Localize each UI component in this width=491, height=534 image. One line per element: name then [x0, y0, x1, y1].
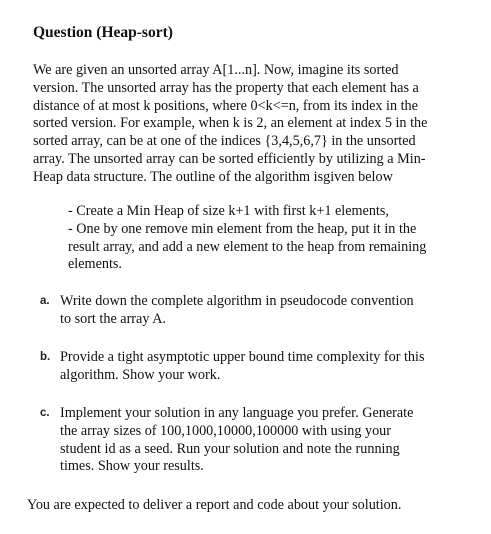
task-line: Write down the complete algorithm in pseudocode convention: [60, 293, 414, 309]
intro-line: sorted array, can be at one of the indices {3,4,5,6,7} in the unsorted: [33, 133, 416, 150]
footer-note: You are expected to deliver a report and code about your solution.: [27, 497, 402, 513]
task-marker: a.: [40, 295, 50, 307]
task-line: student id as a seed. Run your solution and note the running: [60, 440, 400, 457]
task-marker: c.: [40, 407, 50, 419]
intro-line: We are given an unsorted array A[1...n]. Now, imagine its sorted: [33, 62, 399, 78]
task-text: [60, 405, 480, 476]
outline-line: - Create a Min Heap of size k+1 with first k+1 elements,: [68, 203, 389, 219]
task-line: Provide a tight asymptotic upper bound time complexity for this: [60, 349, 425, 365]
outline-line: elements.: [68, 256, 122, 273]
outline-line: - One by one remove min element from the heap, put it in the: [68, 220, 417, 237]
task-text: [60, 293, 480, 329]
outline-line: result array, and add a new element to the heap from remaining: [68, 238, 427, 255]
intro-line: array. The unsorted array can be sorted efficiently by utilizing a Min-: [33, 150, 426, 167]
task-text: [60, 349, 480, 385]
task-line: times. Show your results.: [60, 458, 204, 475]
intro-paragraph: [33, 62, 479, 187]
algorithm-outline: [68, 203, 478, 274]
task-line: the array sizes of 100,1000,10000,100000 with using your: [60, 422, 391, 439]
task-line: algorithm. Show your work.: [60, 366, 221, 383]
intro-line: Heap data structure. The outline of the algorithm isgiven below: [33, 168, 393, 185]
intro-line: version. The unsorted array has the property that each element has a: [33, 79, 419, 96]
question-title: Question (Heap-sort): [33, 24, 173, 41]
intro-line: distance of at most k positions, where 0<k<=n, from its index in the: [33, 97, 418, 114]
task-line: to sort the array A.: [60, 310, 166, 327]
intro-line: sorted version. For example, when k is 2, an element at index 5 in the: [33, 115, 428, 132]
task-marker: b.: [40, 351, 51, 363]
task-line: Implement your solution in any language you prefer. Generate: [60, 405, 414, 421]
